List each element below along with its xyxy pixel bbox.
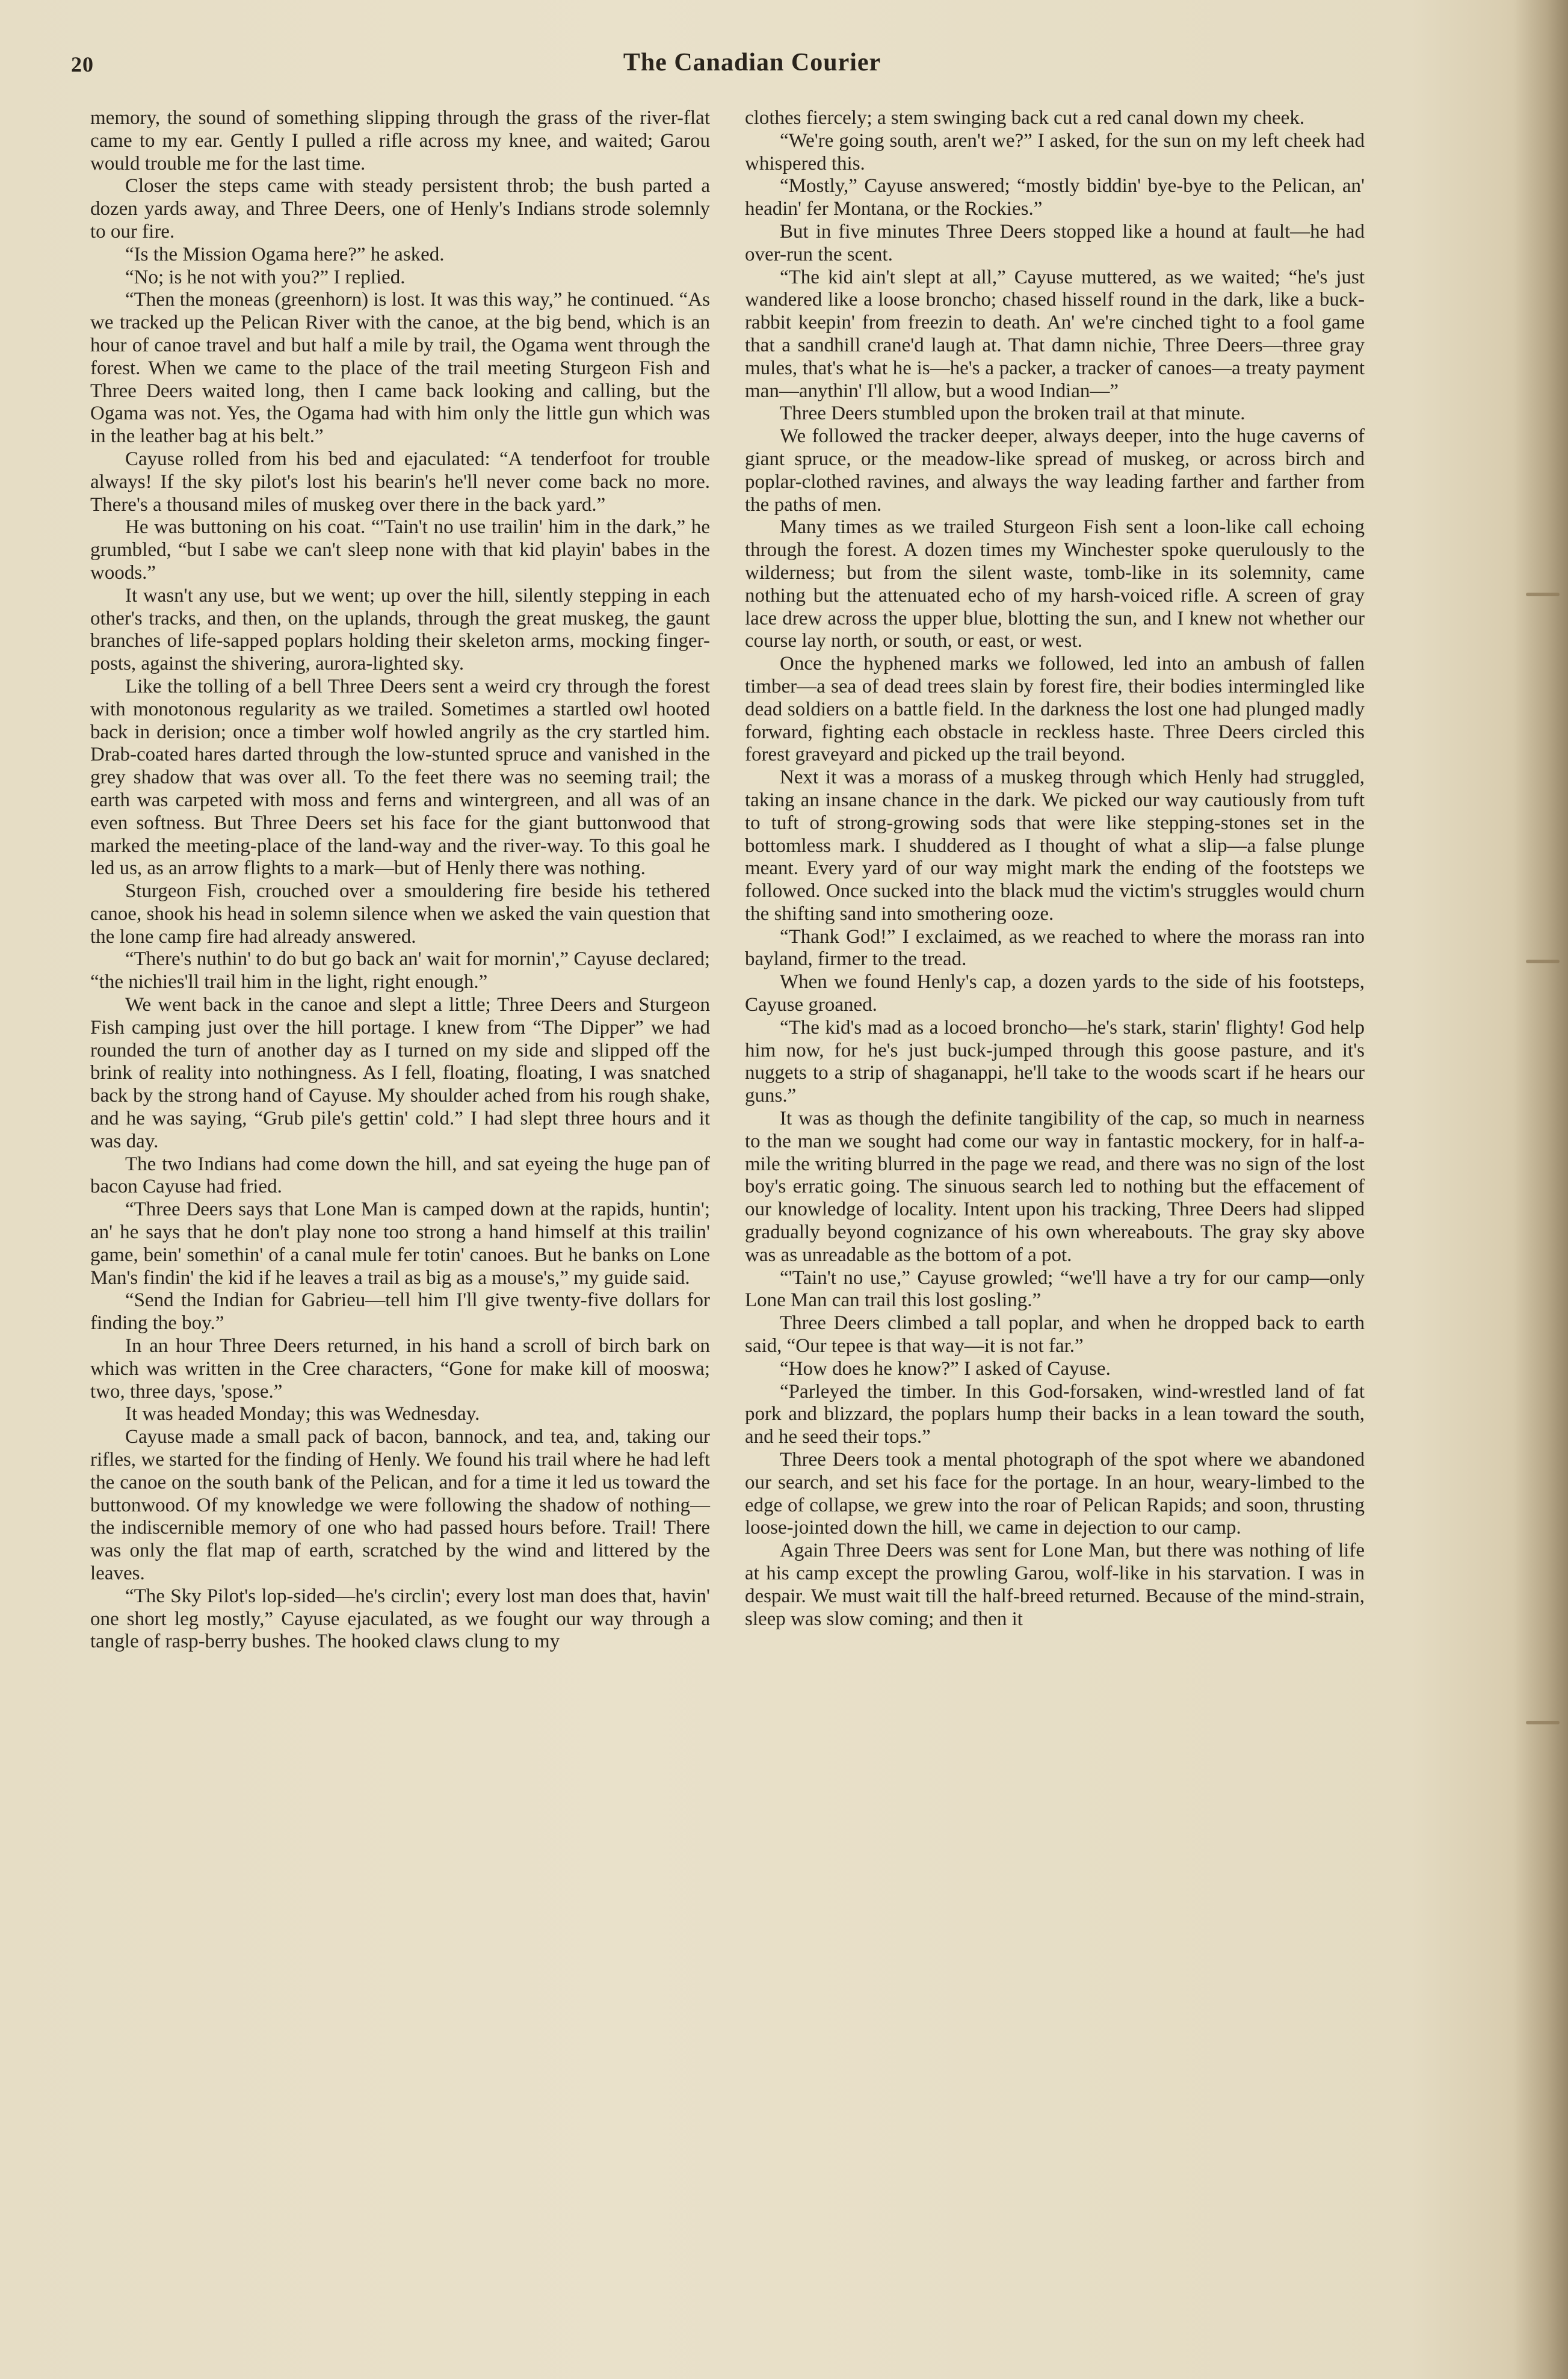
paragraph: “Thank God!” I exclaimed, as we reached to where the morass ran into bayland, firmer to the tread. [745,925,1365,970]
paragraph: It wasn't any use, but we went; up over the hill, silently stepping in each other's tracks, and then, on the uplands, through the great muskeg, the gaunt branches of life-sapped poplars holding their skeleton arms, mocking finger-posts, against the shivering, aurora-lighted sky. [90,584,710,675]
paragraph: clothes fiercely; a stem swinging back cut a red canal down my cheek. [745,107,1305,129]
publication-title: The Canadian Courier [623,49,881,76]
left-column [90,107,710,1653]
paragraph: “The kid ain't slept at all,” Cayuse muttered, as we waited; “he's just wandered like a loose broncho; chased hisself round in the dark, like a buck-rabbit keepin' from freezin to death. An' we're cinched tight to a fool game that a sandhill crane'd laugh at. That damn nichie, Three Deers—three gray mules, that's what he is—he's a packer, a tracker of canoes—a treaty payment man—anythin' I'll allow, but a wood Indian—” [745,266,1365,402]
page-number: 20 [71,52,94,76]
paragraph: “Send the Indian for Gabrieu—tell him I'll give twenty-five dollars for finding the boy.” [90,1289,710,1335]
paragraph: But in five minutes Three Deers stopped like a hound at fault—he had over-run the scent. [745,220,1365,265]
binding-mark [1526,960,1560,963]
paragraph: It was headed Monday; this was Wednesday. [125,1403,480,1425]
paragraph: Again Three Deers was sent for Lone Man, but there was nothing of life at his camp except the prowling Garou, wolf-like in his starvation. I was in despair. We must wait till the half-breed returned. Because of the mind-strain, sleep was slow coming; and then it [745,1540,1365,1630]
paragraph: Next it was a morass of a muskeg through which Henly had struggled, taking an insane chance in the dark. We picked our way cautiously from tuft to tuft of strong-growing sods that were like stepping-stones set in the bottomless mark. I shuddered as I thought of what a slip—a false plunge meant. Every yard of our way might mark the ending of the footsteps we followed. Once sucked into the black mud the victim's struggles would churn the shifting sand into smothering ooze. [745,767,1365,925]
binding-mark [1526,593,1560,596]
paragraph: “No; is he not with you?” I replied. [125,266,406,288]
paragraph: “'Tain't no use,” Cayuse growled; “we'll have a try for our camp—only Lone Man can trail this lost gosling.” [745,1267,1365,1312]
binding-shadow [1514,0,1568,2379]
paragraph: “How does he know?” I asked of Cayuse. [780,1357,1111,1380]
paragraph: The two Indians had come down the hill, and sat eyeing the huge pan of bacon Cayuse had fried. [90,1153,710,1198]
paragraph: In an hour Three Deers returned, in his hand a scroll of birch bark on which was written in the Cree characters, “Gone for make kill of mooswa; two, three days, 'spose.” [90,1335,710,1402]
paragraph: “We're going south, aren't we?” I asked, for the sun on my left cheek had whispered this. [745,129,1365,174]
paragraph: Once the hyphened marks we followed, led into an ambush of fallen timber—a sea of dead trees slain by forest fire, their bodies intermingled like dead soldiers on a battle field. In the darkness the lost one had plunged madly forward, fighting each obstacle in reckless haste. Three Deers circled this forest graveyard and picked up the trail beyond. [745,653,1365,766]
paragraph: Three Deers stumbled upon the broken trail at that minute. [780,403,1245,425]
right-column [745,107,1365,1631]
paragraph: “The Sky Pilot's lop-sided—he's circlin'; every lost man does that, havin' one short leg mostly,” Cayuse ejaculated, as we fought our way through a tangle of rasp-berry bushes. The hooked claws clung to my [90,1585,710,1653]
paragraph: When we found Henly's cap, a dozen yards to the side of his footsteps, Cayuse groaned. [745,971,1365,1016]
paragraph: “Is the Mission Ogama here?” he asked. [125,243,445,265]
paragraph: memory, the sound of something slipping through the grass of the river-flat came to my ear. Gently I pulled a rifle across my knee, and waited; Garou would trouble me for the last time. [90,107,710,174]
paragraph: Three Deers climbed a tall poplar, and when he dropped back to earth said, “Our tepee is that way—it is not far.” [745,1312,1365,1357]
paragraph: Many times as we trailed Sturgeon Fish sent a loon-like call echoing through the forest. A dozen times my Winchester spoke querulously to the wilderness; but from the silent waste, tomb-like in its solemnity, came nothing but the attenuated echo of my harsh-voiced rifle. A screen of gray lace drew across the upper blue, blotting the sun, and I knew not whether our course lay north, or south, or east, or west. [745,516,1365,652]
paragraph: “Parleyed the timber. In this God-forsaken, wind-wrestled land of fat pork and blizzard, the poplars hump their backs in a lean toward the south, and he seed their tops.” [745,1380,1365,1448]
paragraph: We went back in the canoe and slept a little; Three Deers and Sturgeon Fish camping just over the hill portage. I knew from “The Dipper” we had rounded the turn of another day as I turned on my side and slipped off the brink of reality into nothingness. As I fell, floating, floating, I was snatched back by the strong hand of Cayuse. My shoulder ached from his rough shake, and he was saying, “Grub pile's gettin' cold.” I had slept three hours and it was day. [90,994,710,1152]
paragraph: “The kid's mad as a locoed broncho—he's stark, starin' flighty! God help him now, for he's just buck-jumped through this goose pasture, and it's nuggets to a strip of shaganappi, he'll take to the woods scart if he hears our guns.” [745,1016,1365,1107]
paragraph: Cayuse made a small pack of bacon, bannock, and tea, and, taking our rifles, we started for the finding of Henly. We found his trail where he had left the canoe on the south bank of the Pelican, and for a time it led us toward the buttonwood. Of my knowledge we were following the shadow of nothing—the indiscernible memory of one who had passed hours before. Trail! There was only the flat map of earth, scratched by the wind and littered by the leaves. [90,1426,710,1584]
paragraph: Three Deers took a mental photograph of the spot where we abandoned our search, and set his face for the portage. In an hour, weary-limbed to the edge of collapse, we grew into the roar of Pelican Rapids; and soon, thrusting loose-jointed down the hill, we came in dejection to our camp. [745,1449,1365,1539]
binding-mark [1526,1721,1560,1724]
paragraph: It was as though the definite tangibility of the cap, so much in nearness to the man we sought had come our way in fantastic mockery, for in half-a-mile the writing blurred in the page we read, and there was no sign of the lost boy's erratic going. The sinuous search led to nothing but the effacement of our knowledge of locality. Intent upon his tracking, Three Deers had slipped gradually beyond cognizance of his own whereabouts. The gray sky above was as unreadable as the bottom of a pot. [745,1108,1365,1266]
paragraph: “Then the moneas (greenhorn) is lost. It was this way,” he continued. “As we tracked up the Pelican River with the canoe, at the big bend, which is an hour of canoe travel and but half a mile by trail, the Ogama went through the forest. When we came to the place of the trail meeting Sturgeon Fish and Three Deers waited long, then I came back looking and calling, but the Ogama was not. Yes, the Ogama had with him only the little gun which was in the leather bag at his belt.” [90,289,711,448]
paragraph: “Three Deers says that Lone Man is camped down at the rapids, huntin'; an' he says that he don't play none too strong a hand himself at this trailin' game, bein' somethin' of a canal mule fer totin' canoes. But he banks on Lone Man's findin' the kid if he leaves a trail as big as a mouse's,” my guide said. [90,1199,710,1289]
paragraph: He was buttoning on his coat. “'Tain't no use trailin' him in the dark,” he grumbled, “but I sabe we can't sleep none with that kid playin' babes in the woods.” [90,516,710,584]
paragraph: “Mostly,” Cayuse answered; “mostly biddin' bye-bye to the Pelican, an' headin' fer Montana, or the Rockies.” [745,175,1365,220]
paragraph: Closer the steps came with steady persistent throb; the bush parted a dozen yards away, and Three Deers, one of Henly's Indians strode solemnly to our fire. [90,175,710,242]
paragraph: “There's nuthin' to do but go back an' wait for mornin',” Cayuse declared; “the nichies'll trail him in the light, right enough.” [90,948,710,993]
paragraph: Sturgeon Fish, crouched over a smouldering fire beside his tethered canoe, shook his head in solemn silence when we asked the vain question that the lone camp fire had already answered. [90,880,710,948]
paragraph: Cayuse rolled from his bed and ejaculated: “A tenderfoot for trouble always! If the sky pilot's lost his bearin's he'll never come back no more. There's a thousand miles of muskeg over there in the back yard.” [90,448,710,516]
paragraph: We followed the tracker deeper, always deeper, into the huge caverns of giant spruce, or the meadow-like spread of muskeg, or across birch and poplar-clothed ravines, and always the way leading farther and farther from the paths of men. [745,425,1365,516]
paragraph: Like the tolling of a bell Three Deers sent a weird cry through the forest with monotonous regularity as we trailed. Sometimes a startled owl hooted back in derision; once a timber wolf howled angrily as the cry startled him. Drab-coated hares darted through the low-stunted spruce and vanished in the grey shadow that was over all. To the feet there was no seeming trail; the earth was carpeted with moss and ferns and wintergreen, and all was of an even softness. But Three Deers set his face for the giant buttonwood that marked the meeting-place of the land-way and the river-way. To this goal he led us, as an arrow flights to a mark—but of Henly there was nothing. [90,675,710,880]
